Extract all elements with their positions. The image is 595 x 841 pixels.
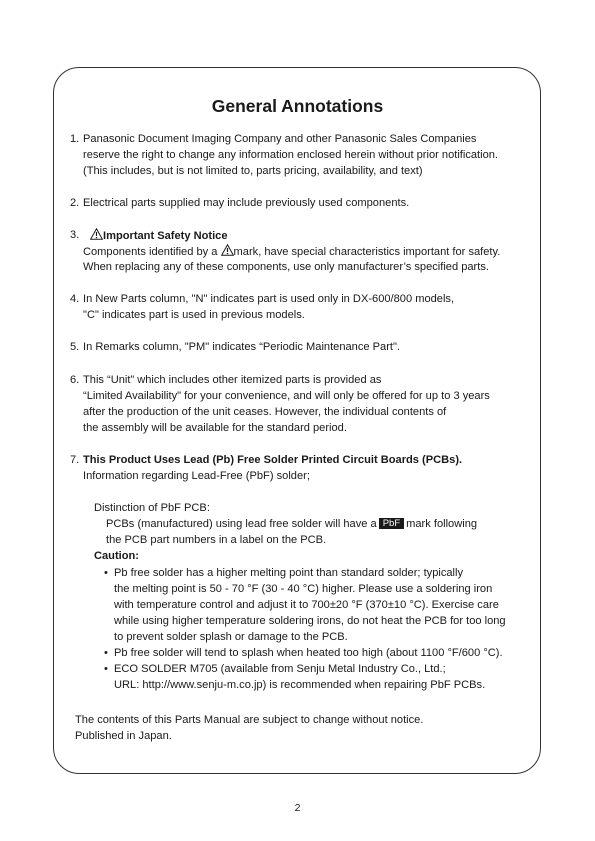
item-6-line-3: after the production of the unit ceases. However, the individual contents of (83, 406, 447, 418)
item-1-number: 1. (70, 133, 80, 145)
page-number: 2 (294, 802, 301, 814)
item-1-line-3: (This includes, but is not limited to, parts pricing, availability, and text) (83, 165, 423, 177)
item-2-number: 2. (70, 197, 80, 209)
item-7-line-1: Information regarding Lead-Free (PbF) solder; (83, 470, 310, 482)
item-3-number: 3. (70, 229, 80, 241)
item-4-number: 4. (70, 293, 80, 305)
item-5-line-1: In Remarks column, "PM" indicates “Periodic Maintenance Part". (83, 341, 401, 353)
item-3-line-2: When replacing any of these components, use only manufacturer’s specified parts. (83, 261, 489, 273)
item-6-line-4: the assembly will be available for the standard period. (83, 422, 347, 434)
item-3-heading-text: Important Safety Notice (103, 230, 228, 242)
item-6-line-2: “Limited Availability" for your convenience, and will only be offered for up to 3 years (83, 390, 490, 402)
item-5-number: 5. (70, 341, 80, 353)
pbf-distinction-line-1-end: mark following (406, 518, 478, 530)
bullet-2-marker: • (104, 647, 108, 659)
bullet-1-line-1: Pb free solder has a higher melting point than standard solder; typically (114, 567, 464, 579)
warning-triangle-icon (221, 244, 234, 256)
item-3-line-1 (83, 244, 500, 261)
warning-triangle-icon (90, 228, 103, 240)
pbf-distinction-heading: Distinction of PbF PCB: (94, 502, 210, 514)
pbf-distinction-line-1 (106, 517, 477, 533)
item-4-line-2: "C" indicates part is used in previous models. (83, 309, 305, 321)
footer-note-line-1: The contents of this Parts Manual are subject to change without notice. (75, 714, 424, 726)
caution-heading: Caution: (94, 550, 139, 562)
item-6-number: 6. (70, 374, 80, 386)
item-1-line-2: reserve the right to change any information enclosed herein without prior notification. (83, 149, 499, 161)
item-7-heading: This Product Uses Lead (Pb) Free Solder Printed Circuit Boards (PCBs). (83, 454, 463, 466)
bullet-1-line-3: with temperature control and adjust it to 700±20 °F (370±10 °C). Exercise care (114, 599, 499, 611)
bullet-1-line-5: to prevent solder splash or damage to the PCB. (114, 631, 348, 643)
item-1-line-1: Panasonic Document Imaging Company and other Panasonic Sales Companies (83, 133, 477, 145)
bullet-1-marker: • (104, 567, 108, 579)
item-6-line-1: This “Unit” which includes other itemized parts is provided as (83, 374, 382, 386)
bullet-1-line-4: while using higher temperature soldering irons, do not heat the PCB for too long (114, 615, 506, 627)
item-3-line-1-start: Components identified by a (83, 246, 218, 258)
bullet-3-marker: • (104, 663, 108, 675)
bullet-2-line-1: Pb free solder will tend to splash when heated too high (about 1100 °F/600 °C). (114, 647, 503, 659)
footer-note-line-2: Published in Japan. (75, 730, 172, 742)
pbf-distinction-line-1-start: PCBs (manufactured) using lead free solder will have a (106, 518, 377, 530)
item-2-line-1: Electrical parts supplied may include previously used components. (83, 197, 410, 209)
bullet-3-line-2: URL: http://www.senju-m.co.jp) is recommended when repairing PbF PCBs. (114, 679, 486, 691)
item-3-heading (90, 228, 228, 245)
bullet-1-line-2: the melting point is 50 - 70 °F (30 - 40 °C) higher. Please use a soldering iron (114, 583, 493, 595)
item-3-line-1-end: mark, have special characteristics important for safety. (233, 246, 501, 258)
item-4-line-1: In New Parts column, "N" indicates part is used only in DX-600/800 models, (83, 293, 455, 305)
bullet-3-line-1: ECO SOLDER M705 (available from Senju Metal Industry Co., Ltd.; (114, 663, 446, 675)
pbf-distinction-line-2: the PCB part numbers in a label on the PCB. (106, 534, 327, 546)
pbf-mark-badge: PbF (379, 518, 404, 529)
item-7-number: 7. (70, 454, 80, 466)
page-title: General Annotations (211, 96, 384, 116)
